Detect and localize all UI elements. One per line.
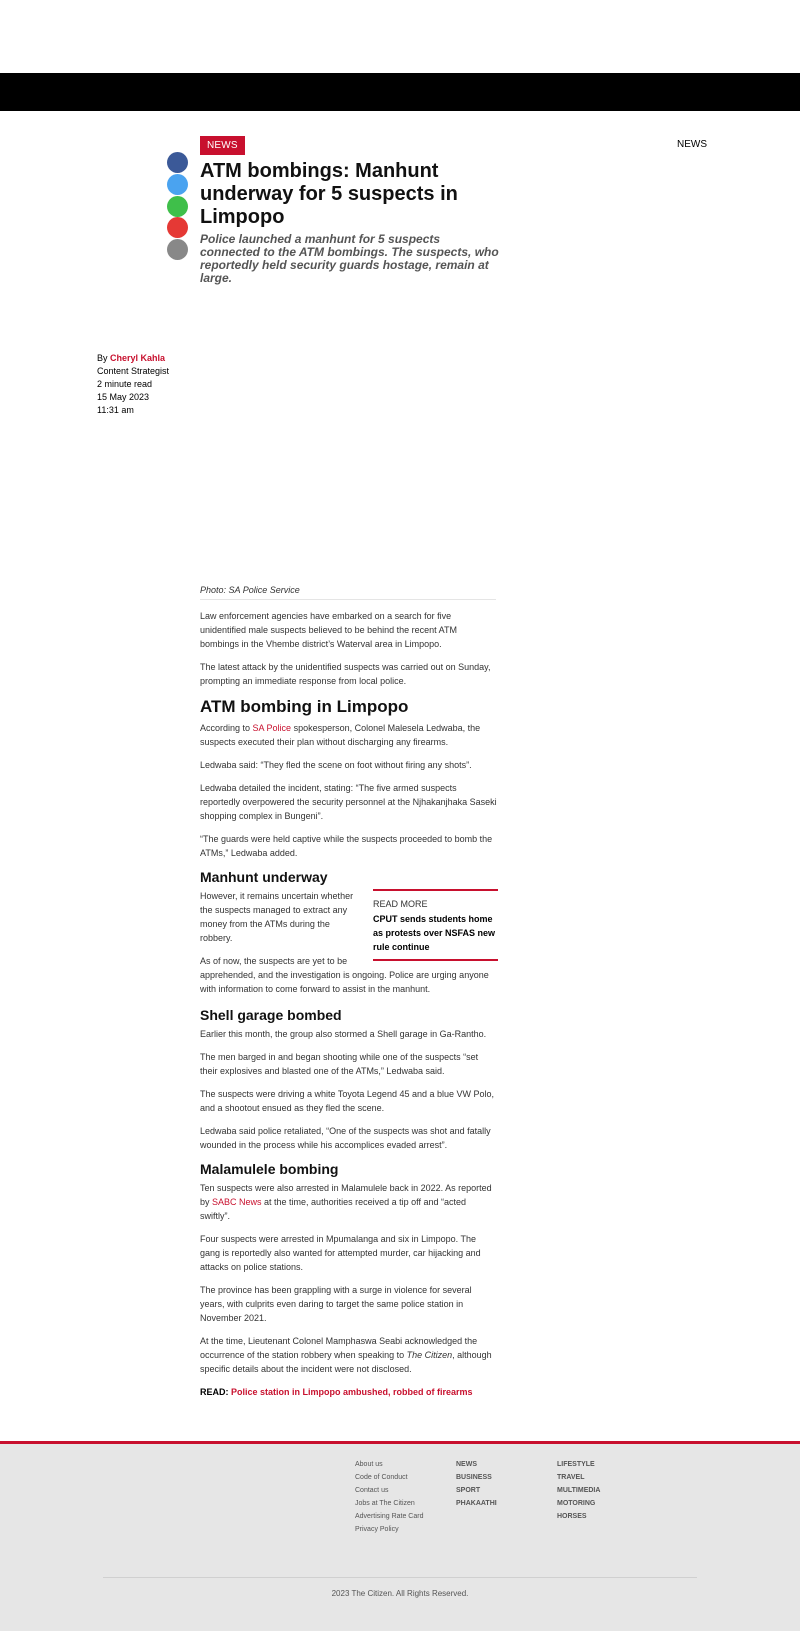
read-more-label: READ MORE <box>373 899 428 909</box>
paragraph: The suspects were driving a white Toyota Legend 45 and a blue VW Polo, and a shootout ensued as they fled the scene. <box>200 1089 495 1113</box>
footer-link[interactable]: PHAKAATHI <box>456 1500 497 1507</box>
paragraph: As of now, the suspects are yet to be apprehended, and the investigation is ongoing. Police are urging anyone with information to come forward to assist in the manhunt. <box>200 956 489 994</box>
section-heading: ATM bombing in Limpopo <box>200 697 409 716</box>
section-heading: Shell garage bombed <box>200 1007 342 1023</box>
footer-link[interactable]: About us <box>355 1461 383 1468</box>
read-more-box[interactable] <box>373 889 498 961</box>
byline-by: By <box>97 353 111 363</box>
footer-link[interactable]: SPORT <box>456 1487 481 1494</box>
text: , although specific details about the incident were not disclosed. <box>200 1350 492 1374</box>
article-subtitle: Police launched a manhunt for 5 suspects connected to the ATM bombings. The suspects, who reportedly held security guards hostage, remain at large. <box>200 232 499 285</box>
text: at the time, authorities received a tip off and “acted swiftly”. <box>200 1197 466 1221</box>
paragraph: Four suspects were arrested in Mpumalanga and six in Limpopo. The gang is reportedly also wanted for attempted murder, car hijacking and attacks on police stations. <box>200 1234 481 1272</box>
read-also <box>200 1385 498 1399</box>
paragraph: Law enforcement agencies have embarked on a search for five unidentified male suspects believed to be behind the recent ATM bombings in the Vhembe district’s Waterval area in Limpopo. <box>200 611 457 649</box>
sidebar-news-link[interactable]: NEWS <box>677 139 707 150</box>
paragraph: Ledwaba detailed the incident, stating: “The five armed suspects reportedly overpowered the security personnel at the Njhakanjhaka Saseki shopping complex in Bungeni”. <box>200 783 497 821</box>
footer-link[interactable]: BUSINESS <box>456 1474 492 1481</box>
read-time: 2 minute read <box>97 379 153 389</box>
publish-time: 11:31 am <box>97 405 134 415</box>
footer-link[interactable]: NEWS <box>456 1461 477 1468</box>
whatsapp-share-icon[interactable] <box>167 196 188 217</box>
footer-link[interactable]: LIFESTYLE <box>557 1461 595 1468</box>
author-role: Content Strategist <box>97 366 170 376</box>
section-heading: Malamulele bombing <box>200 1161 339 1177</box>
footer-link[interactable]: Advertising Rate Card <box>355 1513 424 1520</box>
paragraph: “The guards were held captive while the suspects proceeded to bomb the ATMs,” Ledwaba added. <box>200 834 493 858</box>
footer-link[interactable]: HORSES <box>557 1513 587 1520</box>
footer-col-company <box>355 1458 423 1536</box>
paragraph: Earlier this month, the group also stormed a Shell garage in Ga-Rantho. <box>200 1029 487 1039</box>
article-title: ATM bombings: Manhunt underway for 5 suspects in Limpopo <box>200 160 458 228</box>
footer <box>0 1441 800 1631</box>
footer-link[interactable]: Privacy Policy <box>355 1526 399 1533</box>
text: spokesperson, Colonel Malesela Ledwaba, the suspects executed their plan without discharging any firearms. <box>200 723 481 747</box>
byline <box>97 352 169 417</box>
read-more-link[interactable]: CPUT sends students home as protests over NSFAS new rule continue <box>373 914 496 952</box>
copy-link-share-icon[interactable] <box>167 239 188 260</box>
email-share-icon[interactable] <box>167 217 188 238</box>
footer-link[interactable]: TRAVEL <box>557 1474 585 1481</box>
sa-police-link[interactable]: SA Police <box>252 723 292 733</box>
paragraph <box>200 1334 498 1376</box>
footer-link[interactable]: MOTORING <box>557 1500 596 1507</box>
related-article-link[interactable]: Police station in Limpopo ambushed, robbed of firearms <box>231 1387 473 1397</box>
footer-link[interactable]: MULTIMEDIA <box>557 1487 601 1494</box>
paragraph <box>200 721 498 749</box>
read-label: READ: <box>200 1387 231 1397</box>
paragraph: Ledwaba said: “They fled the scene on foot without firing any shots”. <box>200 760 472 770</box>
sabc-news-link[interactable]: SABC News <box>212 1197 262 1207</box>
article-body <box>200 609 498 1408</box>
section-heading: Manhunt underway <box>200 869 328 885</box>
paragraph <box>200 1181 498 1223</box>
footer-link[interactable]: Jobs at The Citizen <box>355 1500 415 1507</box>
footer-link[interactable]: Contact us <box>355 1487 389 1494</box>
footer-link[interactable]: Code of Conduct <box>355 1474 408 1481</box>
paragraph: The men barged in and began shooting while one of the suspects “set their explosives and blasted one of the ATMs,” Ledwaba said. <box>200 1052 479 1076</box>
twitter-share-icon[interactable] <box>167 174 188 195</box>
publish-date: 15 May 2023 <box>97 392 150 402</box>
publication-name: The Citizen <box>406 1350 453 1360</box>
header-bar <box>0 73 800 111</box>
footer-divider <box>103 1577 697 1578</box>
paragraph: However, it remains uncertain whether the suspects managed to extract any money from the ATMs during the robbery. <box>200 891 354 943</box>
paragraph: The province has been grappling with a surge in violence for several years, with culprits even daring to target the same police station in November 2021. <box>200 1285 472 1323</box>
text: Ten suspects were also arrested in Malamulele back in 2022. As reported by <box>200 1183 492 1207</box>
category-tag[interactable]: NEWS <box>200 136 245 155</box>
footer-col-more <box>557 1458 600 1523</box>
photo-caption: Photo: SA Police Service <box>200 585 496 600</box>
text: According to <box>200 723 253 733</box>
author-link[interactable]: Cheryl Kahla <box>110 353 166 363</box>
paragraph: Ledwaba said police retaliated, “One of the suspects was shot and fatally wounded in the process while his accomplices evaded arrest”. <box>200 1126 491 1150</box>
footer-col-sections <box>456 1458 497 1510</box>
facebook-share-icon[interactable] <box>167 152 188 173</box>
paragraph: The latest attack by the unidentified suspects was carried out on Sunday, prompting an immediate response from local police. <box>200 662 491 686</box>
copyright: 2023 The Citizen. All Rights Reserved. <box>331 1589 469 1598</box>
text: At the time, Lieutenant Colonel Mamphaswa Seabi acknowledged the occurrence of the station robbery when speaking to <box>200 1336 478 1360</box>
